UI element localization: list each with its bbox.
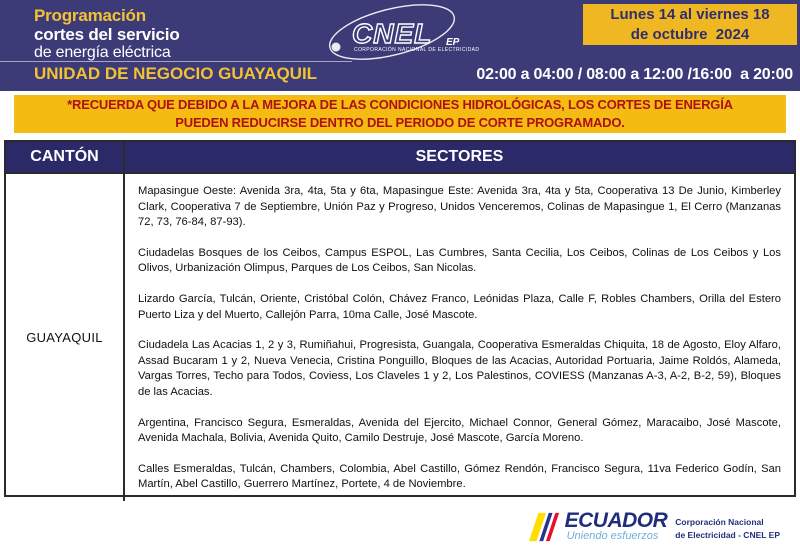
cnel-ep-logo [318,3,494,63]
cnel-logo-suffix: EP [446,37,460,48]
ecuador-wordmark: ECUADOR [564,509,668,532]
column-header-canton: CANTÓN [6,142,125,174]
globe-icon [332,43,341,52]
date-range-box [583,4,797,45]
outage-hours: 02:00 a 04:00 / 08:00 a 12:00 /16:00 a 20:00 [476,66,793,83]
ecuador-gov-logo [529,511,780,542]
date-range-line-1: Lunes 14 al viernes 18 [610,6,770,23]
ecuador-brand-block [565,511,668,542]
header-divider-line [0,61,352,62]
canton-cell: GUAYAQUIL [6,174,125,501]
sectors-table [4,140,796,497]
cnel-logo-text: CNEL [352,18,433,49]
notice-line-1: *RECUERDA QUE DEBIDO A LA MEJORA DE LAS CONDICIONES HIDROLÓGICAS, LOS CORTES DE ENERGÍA [67,97,733,113]
ecuador-slogan: Uniendo esfuerzos [566,530,659,542]
sector-paragraph-calles-esmeraldas: Calles Esmeraldas, Tulcán, Chambers, Colombia, Abel Castillo, Gómez Rendón, Francisco Segura, 11va Federico Godín, San Martín, Abel Castillo, Guerrero Martínez, Portete, 4 de Noviembre. [138,462,781,491]
sector-paragraph-acacias: Ciudadela Las Acacias 1, 2 y 3, Rumiñahui, Progresista, Guangala, Cooperativa Esmeraldas Chiquita, 18 de Agosto, Eloy Alfaro, Assad Bucaram 1 y 2, Nueva Venecia, Cristina Ponguillo, Bloques de las Acacias, Autoridad Portuaria, Jaime Roldós, Alameda, Vargas Torres, Techo para Todos, Coviess, Los Claveles 1 y 2, Los Palestinos, COVIESS (Manzanas A-3, A-2, B-2, 59), Bloques de las Acacias. [138,339,781,398]
org-name-block [675,512,780,541]
flag-stripes-icon [529,512,561,542]
header-band [0,0,800,91]
org-name-line-2: de Electricidad - CNEL EP [675,529,780,540]
page-title [34,6,180,62]
business-unit-label: UNIDAD DE NEGOCIO GUAYAQUIL [34,64,318,83]
sector-paragraph-ceibos: Ciudadelas Bosques de los Ceibos, Campus ESPOL, Las Cumbres, Santa Cecilia, Los Ceibos, Colinas de Los Ceibos y Los Olivos, Urbanización Olimpus, Parques de Los Ceibos, San Nicolas. [138,246,781,275]
title-line-3: de energía eléctrica [34,44,171,62]
cnel-logo-subtitle: CORPORACIÓN NACIONAL DE ELECTRICIDAD [354,47,480,53]
hydrological-notice-banner [14,95,786,133]
date-range-line-2: de octubre 2024 [630,25,750,43]
sectors-cell [125,174,794,501]
column-header-sectores: SECTORES [125,142,794,174]
title-line-1: Programación [34,6,146,25]
org-name-line-1: Corporación Nacional [675,517,764,528]
notice-line-2: PUEDEN REDUCIRSE DENTRO DEL PERIODO DE CORTE PROGRAMADO. [175,115,625,130]
sector-paragraph-lizardo-garcia: Lizardo García, Tulcán, Oriente, Cristóbal Colón, Chávez Franco, Leónidas Plaza, Calle F, Robles Chambers, Orilla del Estero Puerto Liza y del Muerto, Callejón Parra, 10ma Calle, José Mascote. [138,292,781,321]
sector-paragraph-argentina: Argentina, Francisco Segura, Esmeraldas, Avenida del Ejercito, Michael Connor, General Gómez, Maracaibo, José Mascote, Avenida Machala, Bolivia, Avenida Quito, Camilo Destruje, José Mascote, García Moreno. [138,416,781,445]
title-line-2: cortes del servicio [34,25,180,45]
sector-paragraph-mapasingue: Mapasingue Oeste: Avenida 3ra, 4ta, 5ta y 6ta, Mapasingue Este: Avenida 3ra, 4ta y 5ta, Cooperativa 13 De Junio, Kimberley Clark, Cooperativa 7 de Septiembre, Unión Paz y Progreso, Unidos Venceremos, Colinas de Mapasingue 1, El Cerro (Manzanas 72, 73, 76-84, 87-93). [138,185,781,229]
